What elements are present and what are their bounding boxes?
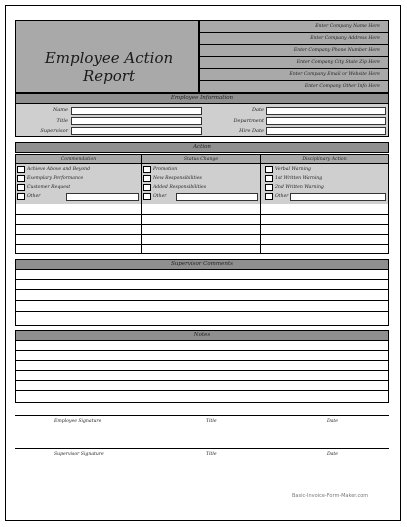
supervisor-comments-area[interactable] — [15, 270, 389, 326]
status-change-option-2: New Responsibilities — [153, 176, 202, 181]
disciplinary-option-4: Other — [275, 194, 289, 199]
supervisor-date-label: Date — [327, 452, 338, 457]
commendation-option-3: Customer Request — [27, 185, 71, 190]
commendation-option-2: Exemplary Performance — [27, 176, 84, 181]
form-page — [5, 5, 401, 521]
commendation-checkbox-2[interactable] — [17, 175, 25, 182]
supervisor-comments-heading: Supervisor Comments — [15, 259, 389, 270]
title-block — [15, 20, 199, 93]
company-line-5[interactable]: Enter Company Email or Website Here — [200, 69, 388, 81]
employee-title-label: Title — [206, 419, 217, 424]
status-change-checkbox-3[interactable] — [143, 184, 151, 191]
supervisor-label: Supervisor — [40, 128, 68, 134]
disciplinary-action-title: Disciplinary Action — [261, 155, 388, 164]
employee-date-label: Date — [327, 419, 338, 424]
status-change-checkbox-2[interactable] — [143, 175, 151, 182]
company-line-4[interactable]: Enter Company City State Zip Here — [200, 57, 388, 69]
date-input[interactable] — [266, 107, 386, 115]
hire-date-label: Hire Date — [239, 128, 264, 134]
employee-signature-label: Employee Signature — [54, 419, 102, 424]
disciplinary-option-2: 1st Written Warning — [275, 176, 323, 181]
status-change-title: Status Change — [142, 155, 260, 164]
notes-area[interactable] — [15, 341, 389, 403]
commendation-checkbox-1[interactable] — [17, 166, 25, 173]
name-label: Name — [52, 107, 68, 113]
disciplinary-checkbox-3[interactable] — [265, 184, 273, 191]
department-input[interactable] — [266, 117, 386, 125]
commendation-other-input[interactable] — [66, 193, 139, 201]
commendation-checkbox-4[interactable] — [17, 193, 25, 200]
disciplinary-checkbox-1[interactable] — [265, 166, 273, 173]
status-change-checkbox-1[interactable] — [143, 166, 151, 173]
signature-line-1[interactable] — [15, 415, 389, 416]
department-label: Department — [233, 118, 264, 124]
company-line-3[interactable]: Enter Company Phone Number Here — [200, 45, 388, 57]
notes-heading: Notes — [15, 330, 389, 341]
status-change-column — [142, 154, 261, 254]
commendation-option-1: Achieve Above and Beyond — [27, 167, 91, 172]
action-heading: Action — [15, 142, 389, 153]
employee-info-section — [15, 104, 389, 137]
company-line-6[interactable]: Enter Company Other Info Here — [200, 81, 388, 92]
form-title: Employee Action Report — [44, 49, 174, 85]
name-input[interactable] — [71, 107, 202, 115]
disciplinary-option-1: Verbal Warning — [275, 167, 312, 172]
status-change-other-input[interactable] — [176, 193, 258, 201]
company-line-1[interactable]: Enter Company Name Here — [200, 21, 388, 33]
disciplinary-action-column — [261, 154, 389, 254]
commendation-column — [15, 154, 142, 254]
disciplinary-checkbox-2[interactable] — [265, 175, 273, 182]
commendation-title: Commendation — [16, 155, 141, 164]
date-label: Date — [252, 107, 264, 113]
status-change-option-1: Promotion — [153, 167, 178, 172]
signature-line-2[interactable] — [15, 448, 389, 449]
hire-date-input[interactable] — [266, 127, 386, 135]
supervisor-input[interactable] — [71, 127, 202, 135]
commendation-option-4: Other — [27, 194, 41, 199]
disciplinary-other-input[interactable] — [290, 193, 386, 201]
status-change-checkbox-4[interactable] — [143, 193, 151, 200]
company-line-2[interactable]: Enter Company Address Here — [200, 33, 388, 45]
commendation-checkbox-3[interactable] — [17, 184, 25, 191]
title-input[interactable] — [71, 117, 202, 125]
status-change-option-4: Other — [153, 194, 167, 199]
employee-info-heading: Employee Information — [15, 93, 389, 104]
company-info-block — [199, 20, 389, 93]
footer-watermark: Basic-Invoice-Form-Maker.com — [292, 493, 369, 499]
supervisor-signature-label: Supervisor Signature — [54, 452, 104, 457]
disciplinary-checkbox-4[interactable] — [265, 193, 273, 200]
title-label: Title — [56, 118, 68, 124]
status-change-option-3: Added Responsibilities — [153, 185, 207, 190]
disciplinary-option-3: 2nd Written Warning — [275, 185, 324, 190]
supervisor-title-label: Title — [206, 452, 217, 457]
